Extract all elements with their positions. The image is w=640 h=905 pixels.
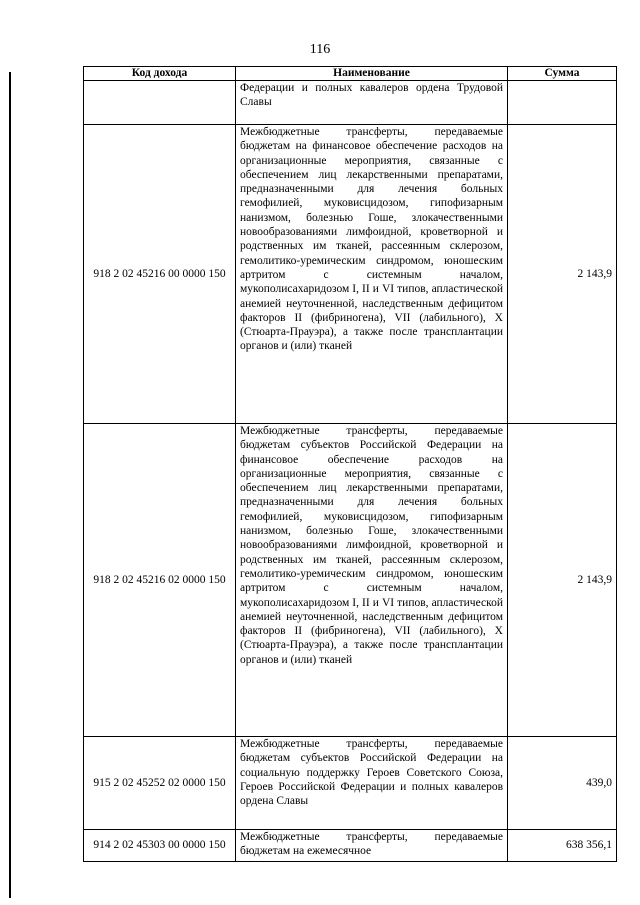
row-name: Межбюджетные трансферты, передаваемые бюджетам на ежемесячное: [236, 830, 508, 862]
income-table: [83, 66, 617, 862]
table-row: [84, 424, 617, 737]
table-row: [84, 830, 617, 862]
table-row: [84, 737, 617, 830]
row-code: 914 2 02 45303 00 0000 150: [84, 830, 236, 862]
row-sum: 2 143,9: [508, 125, 617, 424]
table-header-row: [84, 67, 617, 81]
row-code: 918 2 02 45216 02 0000 150: [84, 424, 236, 737]
row-sum: 638 356,1: [508, 830, 617, 862]
header-sum: Сумма: [508, 67, 617, 81]
row-name: Межбюджетные трансферты, передаваемые бюджетам на финансовое обеспечение расходов на организационные мероприятия, связанные с обеспечением лиц лекарственными препаратами, предназначенными для лечения больных гемофилией, муковисцидозом, гипофизарным нанизмом, болезнью Гоше, злокачественными новообразованиями лимфоидной, кроветворной и родственных им тканей, рассеянным склерозом, гемолитико-уремическим синдромом, юношеским артритом с системным началом, мукополисахаридозом I, II и VI типов, апластической анемией неуточненной, наследственным дефицитом факторов II (фибриногена), VII (лабильного), X (Стюарта-Прауэра), а также после трансплантации органов и (или) тканей: [236, 125, 508, 424]
left-margin-line: [9, 72, 11, 898]
row-sum: [508, 81, 617, 125]
header-code: Код дохода: [84, 67, 236, 81]
row-name: Межбюджетные трансферты, передаваемые бюджетам субъектов Российской Федерации на социальную поддержку Героев Советского Союза, Героев Российской Федерации и полных кавалеров ордена Славы: [236, 737, 508, 830]
page-number: 116: [309, 42, 331, 57]
row-sum: 439,0: [508, 737, 617, 830]
row-code: [84, 81, 236, 125]
row-code: 915 2 02 45252 02 0000 150: [84, 737, 236, 830]
row-name: Межбюджетные трансферты, передаваемые бюджетам субъектов Российской Федерации на финансовое обеспечение расходов на организационные мероприятия, связанные с обеспечением лиц лекарственными препаратами, предназначенными для лечения больных гемофилией, муковисцидозом, гипофизарным нанизмом, болезнью Гоше, злокачественными новообразованиями лимфоидной, кроветворной и родственных им тканей, рассеянным склерозом, гемолитико-уремическим синдромом, юношеским артритом с системным началом, мукополисахаридозом I, II и VI типов, апластической анемией неуточненной, наследственным дефицитом факторов II (фибриногена), VII (лабильного), X (Стюарта-Прауэра), а также после трансплантации органов и (или) тканей: [236, 424, 508, 737]
row-sum: 2 143,9: [508, 424, 617, 737]
table-row: [84, 81, 617, 125]
row-code: 918 2 02 45216 00 0000 150: [84, 125, 236, 424]
row-name: Федерации и полных кавалеров ордена Трудовой Славы: [236, 81, 508, 125]
header-name: Наименование: [236, 67, 508, 81]
table-row: [84, 125, 617, 424]
